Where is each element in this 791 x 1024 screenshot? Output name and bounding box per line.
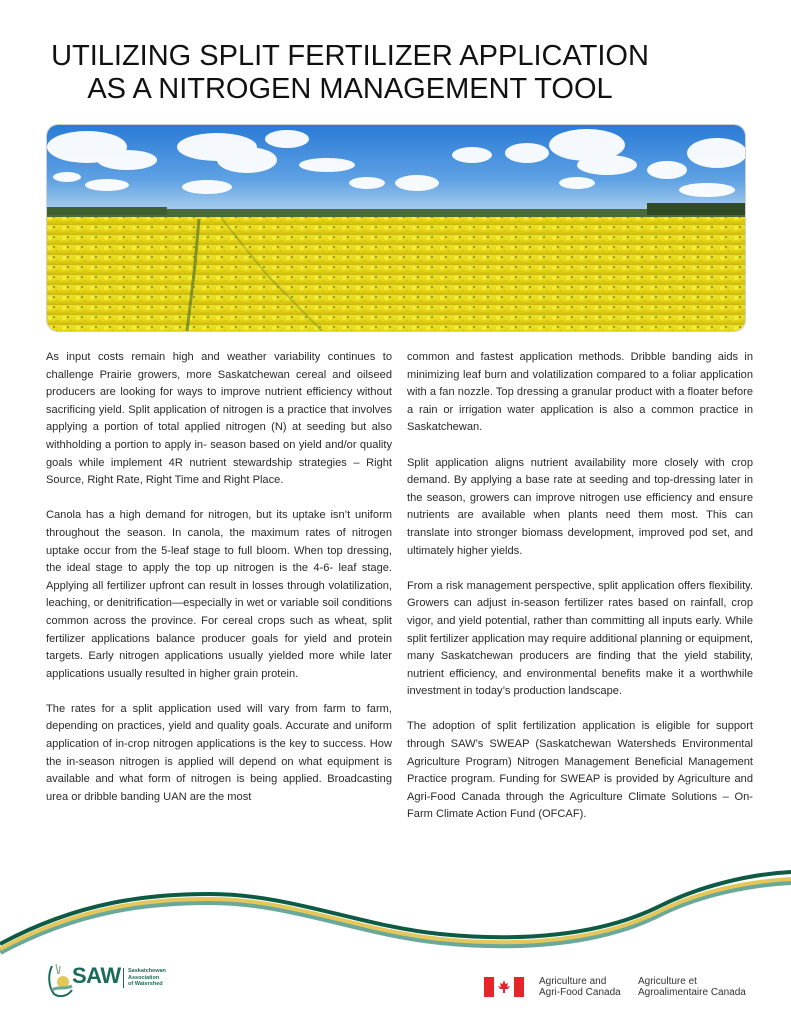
canola-field-illustration xyxy=(47,125,745,331)
paragraph-methods: common and fastest application methods. Dribble banding aids in minimizing leaf burn and volatilization compared to a foliar application with a fan nozzle. Top dressing a granular product with a floater before a rain or irrigation water application is also a common practice in Saskatchewan. xyxy=(407,351,753,434)
paragraph-alignment: Split application aligns nutrient availability more closely with crop demand. By applying a base rate at seeding and top-dressing later in the season, growers can improve nitrogen use efficiency and ensure nutrients are available when plants need them most. This can translate into stronger biomass development, improved pod set, and ultimately higher yields. xyxy=(407,456,753,557)
right-column xyxy=(407,349,753,824)
title-line-2: AS A NITROGEN MANAGEMENT TOOL xyxy=(87,73,613,105)
decorative-wave xyxy=(0,860,791,960)
sky xyxy=(47,125,745,217)
saw-sub-line-1: Saskatchewan xyxy=(128,968,166,974)
aafc-fr-line-1: Agriculture et xyxy=(638,976,697,987)
saw-organization-name xyxy=(123,968,166,988)
paragraph-canola: Canola has a high demand for nitrogen, but its uptake isn’t uniform throughout the season. In canola, the maximum rates of nitrogen uptake occur from the 5-leaf stage to full bloom. When top dressing, the ideal stage to apply the top up nitrogen is the 4-6- leaf stage. Applying all fertilizer upfront can result in losses through volatilization, leaching, or denitrification—especially in wet or variable soil conditions common across the province. For cereal crops such as wheat, split fertilizer applications balance producer goals for yield and protein targets. Early nitrogen applications usually yielded more while later applications usually resulted in higher grain protein. xyxy=(46,509,392,680)
aafc-en-line-1: Agriculture and xyxy=(539,976,607,987)
aafc-en-line-2: Agri-Food Canada xyxy=(539,987,621,998)
paragraph-risk: From a risk management perspective, split application offers flexibility. Growers can adjust in-season fertilizer rates based on rainfall, crop vigor, and yield potential, rather than committing all inputs early. While split fertilizer application may require additional planning or equipment, many Saskatchewan producers are finding that the yield stability, nutrient efficiency, and environmental benefits make it a worthwhile investment in today’s production landscape. xyxy=(407,579,753,698)
canola-field xyxy=(47,217,745,331)
canada-flag-icon xyxy=(484,977,524,997)
saw-sub-line-3: of Watershed xyxy=(128,981,163,987)
paragraph-sweap: The adoption of split fertilization application is eligible for support through SAW’s SWEAP (Saskatchewan Watersheds Environmental Agriculture Program) Nitrogen Management Beneficial Management Practice program. Funding for SWEAP is provided by Agriculture and Agri-Food Canada through the Agriculture Climate Solutions – On-Farm Climate Action Fund (OFCAF). xyxy=(407,720,753,821)
title-line-1: UTILIZING SPLIT FERTILIZER APPLICATION xyxy=(51,40,649,72)
left-column xyxy=(46,349,392,806)
paragraph-intro: As input costs remain high and weather variability continues to challenge Prairie growers, more Saskatchewan cereal and oilseed producers are looking for ways to improve nutrient efficiency without sacrificing yield. Split application of nitrogen is a practice that involves applying a portion of total applied nitrogen (N) at seeding but also withholding a portion to apply in- season based on yield and/or quality goals while implement 4R nutrient stewardship strategies – Right Source, Right Rate, Right Time and Right Place. xyxy=(46,351,392,487)
paragraph-rates: The rates for a split application used will vary from farm to farm, depending on practices, yield and quality goals. Accurate and uniform application of in-crop nitrogen applications is the key to success. How the in-season nitrogen is applied will depend on what equipment is available and what form of nitrogen is being applied. Broadcasting urea or dribble banding UAN are the most xyxy=(46,702,392,803)
aafc-wordmark-english xyxy=(539,976,621,998)
saw-sub-line-2: Association xyxy=(128,974,160,981)
aafc-fr-line-2: Agroalimentaire Canada xyxy=(638,987,746,998)
hero-canola-field-image xyxy=(46,124,746,332)
page-title xyxy=(0,40,700,106)
saw-logo-text: SAW xyxy=(72,963,121,988)
aafc-wordmark-french xyxy=(638,976,746,998)
